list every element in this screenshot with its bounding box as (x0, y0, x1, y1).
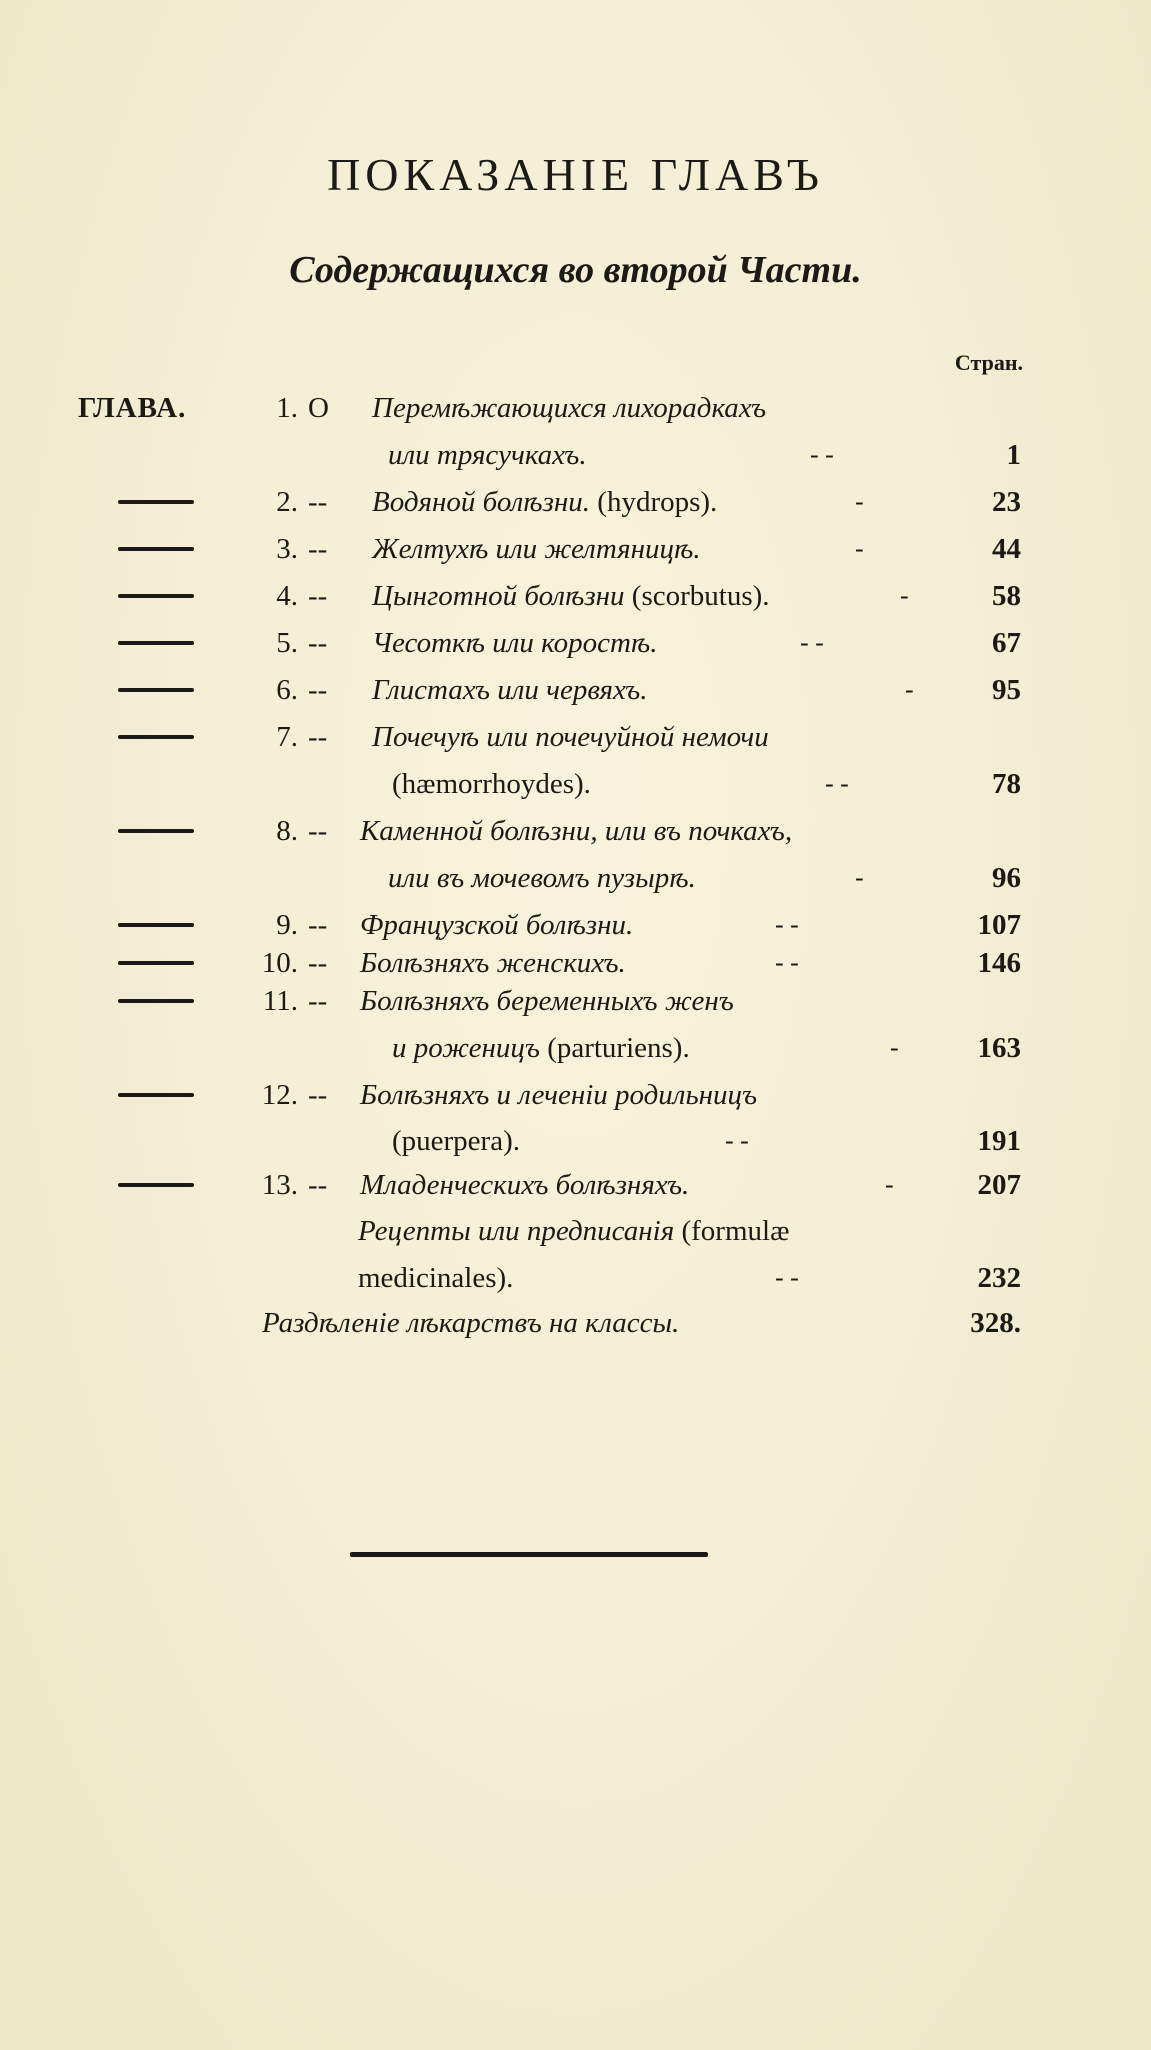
chapter-marker: -- (308, 580, 328, 612)
latin-term: (parturiens). (547, 1032, 690, 1064)
chapter-marker: -- (308, 533, 328, 565)
chapter-number: 10. (261, 947, 298, 979)
leader-dashes: - - (775, 948, 799, 977)
toc-row (0, 1162, 1151, 1208)
ditto-rule (118, 688, 194, 692)
leader-dashes: - - (810, 440, 834, 469)
page-number: 328. (970, 1307, 1021, 1339)
chapter-title: Болѣзняхъ беременныхъ женъ (360, 985, 734, 1017)
toc-row (0, 978, 1151, 1024)
page-number: 232 (977, 1262, 1021, 1294)
leader-dashes: - (905, 675, 914, 704)
chapter-marker: -- (308, 815, 328, 847)
chapter-title-cont (392, 1118, 520, 1164)
toc-row (0, 385, 1151, 431)
chapter-number: 12. (261, 1079, 298, 1111)
toc-row (0, 573, 1151, 619)
ditto-rule (118, 641, 194, 645)
page-number: 1 (1006, 439, 1021, 471)
toc-row (0, 667, 1151, 713)
chapter-marker: -- (308, 947, 328, 979)
chapter-marker: О (308, 392, 329, 424)
chapter-title: Перемѣжающихся лихорадкахъ (372, 392, 767, 424)
page-number: 191 (977, 1125, 1021, 1157)
latin-term: (scorbutus). (631, 580, 770, 612)
chapter-number: 11. (262, 985, 298, 1017)
chapter-title-cont: и роженицъ (parturiens). (392, 1032, 690, 1064)
page-number: 207 (977, 1169, 1021, 1201)
toc-row (0, 526, 1151, 572)
ditto-rule (118, 961, 194, 965)
latin-term: (puerpera). (392, 1125, 520, 1157)
chapter-title: Глистахъ или червяхъ. (372, 674, 648, 706)
page-number: 163 (977, 1032, 1021, 1064)
chapter-title-cont: или трясучкахъ. (388, 439, 587, 471)
ditto-rule (118, 735, 194, 739)
appendix-title: Раздѣленіе лѣкарствъ на классы. (262, 1307, 680, 1339)
toc-row (0, 1208, 1151, 1254)
leader-dashes: - (855, 863, 864, 892)
toc-row (0, 808, 1151, 854)
toc-row (0, 1255, 1151, 1301)
chapter-number: 4. (276, 580, 298, 612)
leader-dashes: - - (725, 1126, 749, 1155)
latin-term: (hydrops). (597, 486, 718, 518)
page-title: ПОКАЗАНІЕ ГЛАВЪ (327, 149, 824, 200)
page-number: 146 (977, 947, 1021, 979)
page-number: 67 (992, 627, 1021, 659)
page-number: 58 (992, 580, 1021, 612)
leader-dashes: - - (775, 910, 799, 939)
chapter-number: 7. (276, 721, 298, 753)
chapter-title: Младенческихъ болѣзняхъ. (360, 1169, 690, 1201)
toc-row (0, 479, 1151, 525)
chapter-number: 3. (276, 533, 298, 565)
chapter-title: Почечуѣ или почечуйной немочи (372, 721, 769, 753)
leader-dashes: - (855, 487, 864, 516)
toc-row (0, 714, 1151, 760)
leader-dashes: - - (775, 1263, 799, 1292)
chapter-title: Цынготной болѣзни (scorbutus). (372, 580, 770, 612)
chapter-number: 1. (276, 392, 298, 424)
page-number: 96 (992, 862, 1021, 894)
chapter-title: Водяной болѣзни. (hydrops). (372, 486, 718, 518)
chapter-marker: -- (308, 627, 328, 659)
toc-row (0, 432, 1151, 478)
chapter-title: Болѣзняхъ и леченіи родильницъ (360, 1079, 758, 1111)
toc-row (0, 855, 1151, 901)
leader-dashes: - (900, 581, 909, 610)
ditto-rule (118, 829, 194, 833)
latin-term: medicinales). (358, 1262, 514, 1294)
closing-rule (350, 1552, 708, 1557)
leader-dashes: - - (825, 769, 849, 798)
chapter-marker: -- (308, 985, 328, 1017)
latin-term: (formulæ (681, 1215, 790, 1247)
chapter-title: Желтухѣ или желтяницѣ. (372, 533, 701, 565)
latin-term: (hæmorrhoydes). (392, 768, 591, 800)
page-number: 95 (992, 674, 1021, 706)
chapter-label: ГЛАВА. (78, 392, 187, 424)
appendix-title-cont (358, 1255, 513, 1301)
ditto-rule (118, 1093, 194, 1097)
chapter-number: 2. (276, 486, 298, 518)
ditto-rule (118, 923, 194, 927)
page-subtitle: Содержащихся во второй Части. (289, 249, 862, 291)
toc-row (0, 1072, 1151, 1118)
leader-dashes: - - (800, 628, 824, 657)
leader-dashes: - (890, 1033, 899, 1062)
chapter-title: Болѣзняхъ женскихъ. (360, 947, 626, 979)
toc-row (0, 1118, 1151, 1164)
page-number: 23 (992, 486, 1021, 518)
chapter-title-cont (392, 761, 591, 807)
chapter-title-cont: или въ мочевомъ пузырѣ. (388, 862, 696, 894)
chapter-title: Французской болѣзни. (360, 909, 634, 941)
ditto-rule (118, 547, 194, 551)
chapter-number: 6. (276, 674, 298, 706)
leader-dashes: - (855, 534, 864, 563)
chapter-marker: -- (308, 1079, 328, 1111)
chapter-number: 13. (261, 1169, 298, 1201)
ditto-rule (118, 999, 194, 1003)
chapter-title: Каменной болѣзни, или въ почкахъ, (360, 815, 793, 847)
chapter-marker: -- (308, 721, 328, 753)
chapter-number: 5. (276, 627, 298, 659)
page-number: 107 (977, 909, 1021, 941)
chapter-number: 9. (276, 909, 298, 941)
page-column-header: Стран. (954, 350, 1023, 375)
toc-row (0, 1025, 1151, 1071)
ditto-rule (118, 500, 194, 504)
chapter-marker: -- (308, 486, 328, 518)
toc-row (0, 761, 1151, 807)
chapter-title: Чесоткѣ или коростѣ. (372, 627, 658, 659)
ditto-rule (118, 594, 194, 598)
page-number: 44 (992, 533, 1021, 565)
chapter-marker: -- (308, 909, 328, 941)
ditto-rule (118, 1183, 194, 1187)
appendix-title: Рецепты или предписанія (formulæ (358, 1215, 790, 1247)
leader-dashes: - (885, 1170, 894, 1199)
toc-row (0, 1300, 1151, 1346)
chapter-marker: -- (308, 1169, 328, 1201)
chapter-marker: -- (308, 674, 328, 706)
toc-row (0, 620, 1151, 666)
chapter-number: 8. (276, 815, 298, 847)
page-number: 78 (992, 768, 1021, 800)
